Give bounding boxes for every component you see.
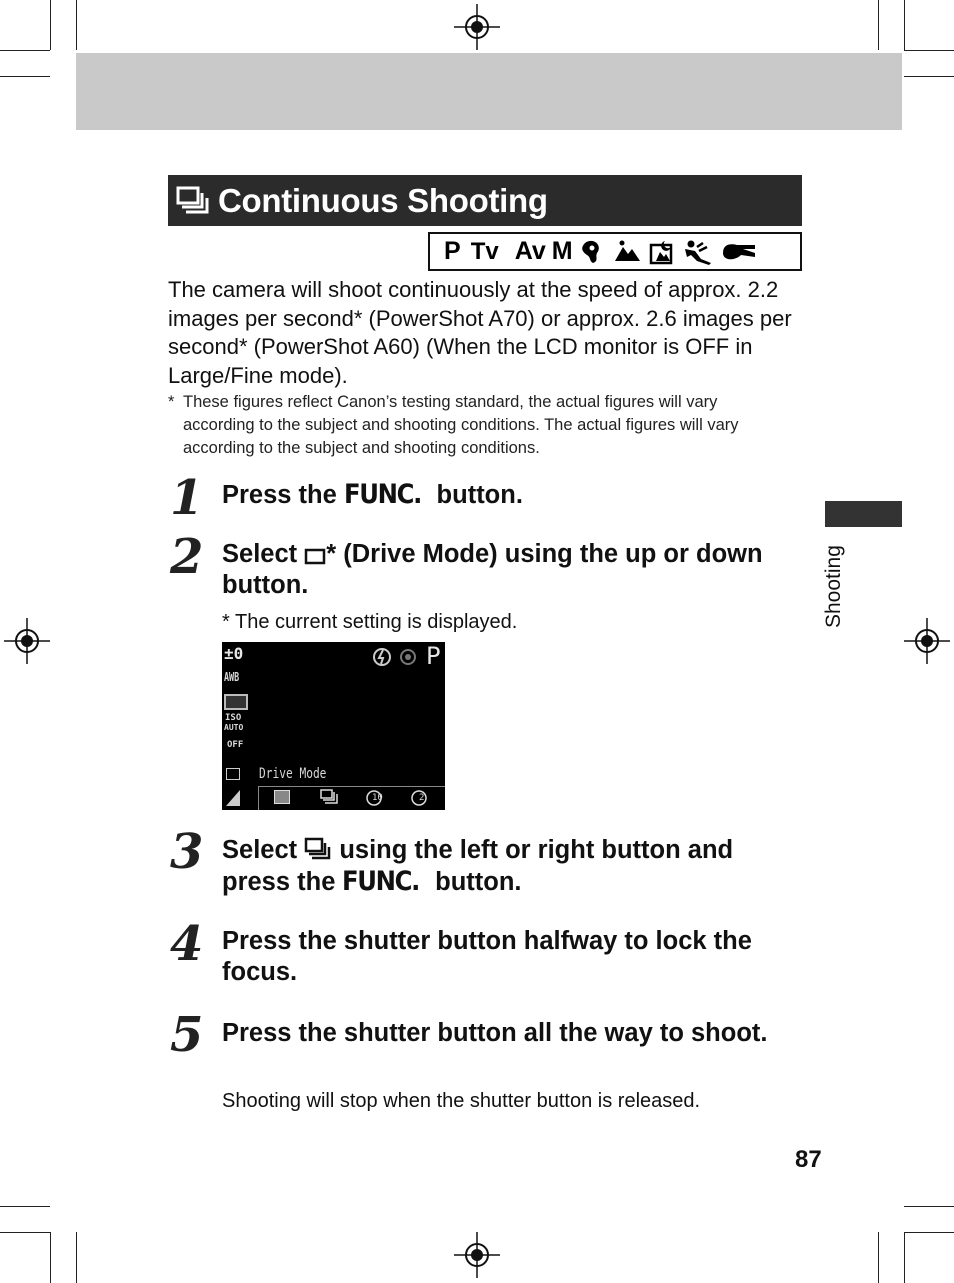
lcd-continuous-icon — [320, 789, 338, 805]
lcd-metering-icon — [226, 768, 240, 780]
step-5-text: Press the shutter button all the way to shoot. — [222, 1019, 768, 1047]
lcd-exposure: ±0 — [224, 644, 244, 663]
crop-mark — [904, 0, 905, 50]
available-modes-box — [428, 232, 802, 271]
section-title-bar — [168, 175, 802, 226]
registration-mark-icon — [454, 4, 500, 50]
step-text-part: button. — [435, 868, 522, 896]
step-3-text — [222, 835, 802, 898]
crop-mark — [904, 76, 954, 77]
step-number: 2 — [170, 529, 204, 585]
func-button-icon: FUNC. — [342, 866, 420, 897]
lcd-iso-top: ISO — [225, 713, 242, 723]
lcd-timer-2-label: 2 — [419, 793, 425, 803]
step-text-part: Select — [222, 540, 298, 568]
crop-mark — [50, 1232, 51, 1283]
crop-mark — [50, 0, 51, 50]
crop-mark — [904, 1232, 954, 1233]
lcd-flash-off-icon — [372, 647, 392, 667]
crop-mark — [878, 0, 879, 50]
lcd-screen-image — [222, 642, 445, 810]
page-number: 87 — [795, 1146, 822, 1173]
step-2-text — [222, 539, 802, 601]
lcd-drive-icon — [224, 694, 248, 710]
mode-p: P — [444, 237, 461, 265]
step-4-text: Press the shutter button halfway to lock the focus. — [222, 927, 752, 986]
step-text-part: using the left or right button and press the — [222, 836, 734, 896]
func-button-icon: FUNC. — [343, 479, 421, 510]
lcd-single-shot-icon — [274, 790, 290, 804]
chapter-tab — [825, 501, 902, 527]
lcd-resolution-icon — [226, 790, 240, 806]
mode-tv: Tv — [470, 237, 499, 265]
landscape-mode-icon — [613, 239, 641, 265]
step-5-note: Shooting will stop when the shutter button is released. — [222, 1090, 701, 1112]
lcd-timer-10-label: 10 — [372, 793, 383, 803]
chapter-label: Shooting — [822, 545, 845, 628]
step-text-part: Select — [222, 836, 298, 864]
continuous-shooting-icon — [176, 186, 210, 216]
lcd-off: OFF — [227, 740, 244, 750]
crop-mark — [904, 1232, 905, 1283]
footnote-text: These figures reflect Canon’s testing standard, the actual figures will vary according to the subject and shooting conditions. The actual figures will vary according to the subject and shooting conditions. — [183, 393, 739, 457]
fast-shutter-mode-icon — [681, 239, 715, 265]
crop-mark — [0, 76, 50, 77]
crop-mark — [878, 1232, 879, 1283]
step-number: 5 — [170, 1007, 204, 1063]
footnote — [168, 391, 788, 460]
crop-mark — [76, 0, 77, 50]
portrait-mode-icon — [579, 239, 607, 265]
header-band — [76, 53, 902, 130]
step-1-text — [222, 479, 802, 511]
step-2-note: * The current setting is displayed. — [222, 611, 518, 633]
step-number: 3 — [170, 824, 204, 880]
registration-mark-icon — [904, 618, 950, 664]
page-title: Continuous Shooting — [218, 181, 548, 219]
lcd-red-eye-icon — [398, 647, 418, 667]
registration-mark-icon — [454, 1232, 500, 1278]
step-number: 4 — [170, 916, 204, 972]
drive-mode-icon — [304, 547, 326, 565]
crop-mark — [904, 1206, 954, 1207]
step-text-part: Press the — [222, 481, 337, 509]
night-scene-mode-icon — [647, 239, 675, 265]
crop-mark — [76, 1232, 77, 1283]
registration-mark-icon — [4, 618, 50, 664]
lcd-menu-label: Drive Mode — [259, 766, 327, 782]
lcd-wb: AWB — [224, 670, 240, 684]
continuous-shooting-icon — [304, 837, 332, 861]
step-text-part: * (Drive Mode) using the up or down button. — [222, 540, 763, 599]
crop-mark — [0, 50, 50, 51]
step-number: 1 — [170, 470, 204, 526]
step-text-part: button. — [436, 481, 523, 509]
footnote-marker: * — [168, 393, 175, 411]
mode-av: Av — [514, 237, 546, 265]
lcd-mode: P — [426, 642, 441, 670]
slow-shutter-mode-icon — [721, 239, 757, 265]
mode-m: M — [551, 237, 573, 265]
lcd-iso-bottom: AUTO — [224, 723, 244, 732]
crop-mark — [0, 1206, 50, 1207]
intro-paragraph: The camera will shoot continuously at the speed of approx. 2.2 images per second* (PowerShot A70) or approx. 2.6 images per second* (PowerShot A60) (When the LCD monitor is OFF in Large/Fine mode). — [168, 277, 792, 388]
crop-mark — [904, 50, 954, 51]
crop-mark — [0, 1232, 50, 1233]
